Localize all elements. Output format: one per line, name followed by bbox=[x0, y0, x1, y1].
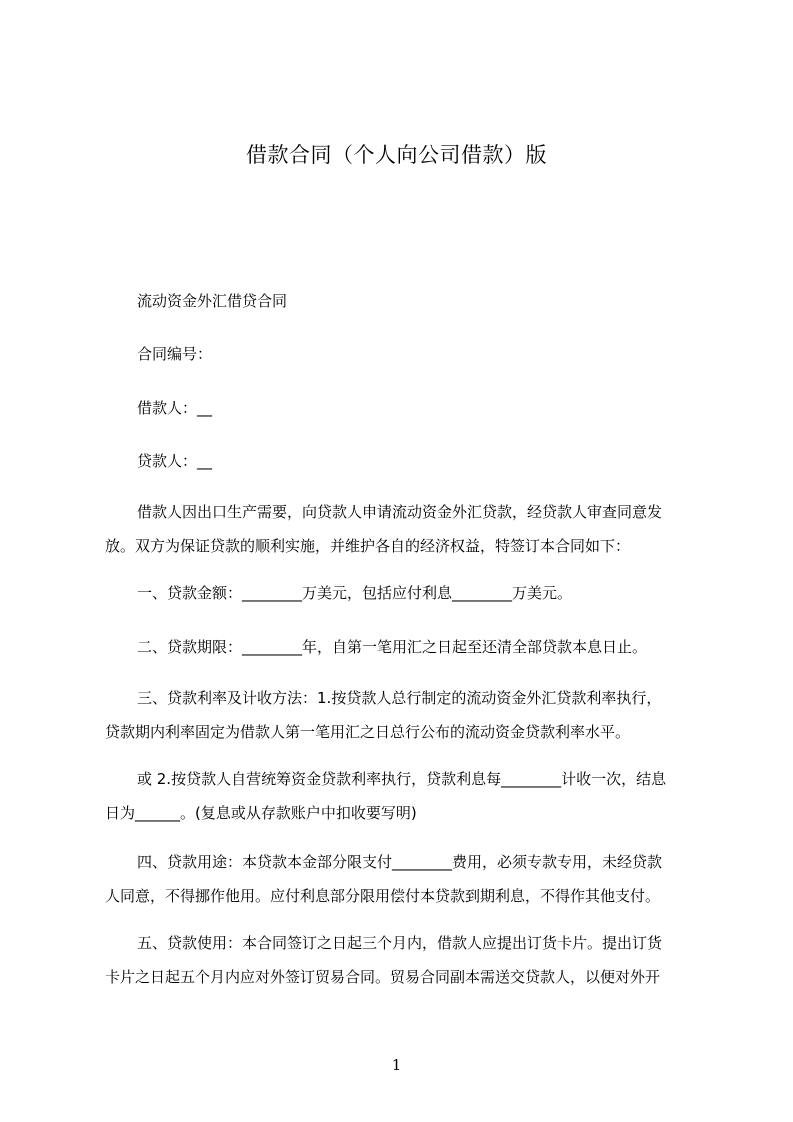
contract-number-field: 合同编号： bbox=[137, 345, 213, 363]
clause-5-line-2: 卡片之日起五个月内应对外签订贸易合同。贸易合同副本需送交贷款人，以便对外开 bbox=[105, 968, 661, 986]
lender-field: 贷款人：__ bbox=[137, 452, 213, 470]
document-title: 借款合同（个人向公司借款）版 bbox=[246, 143, 547, 167]
clause-3-option-2 bbox=[105, 762, 701, 830]
clause-4-loan-purpose bbox=[105, 845, 701, 913]
clause-1-loan-amount: 一、贷款金额：________万美元，包括应付利息________万美元。 bbox=[137, 584, 573, 602]
intro-paragraph bbox=[105, 495, 701, 563]
clause-3b-line-1: 或 2.按贷款人自营统筹资金贷款利率执行，贷款利息每________计收一次，结息 bbox=[137, 770, 667, 788]
clause-2-loan-term: 二、贷款期限：________年，自第一笔用汇之日起至还清全部贷款本息日止。 bbox=[137, 638, 648, 656]
clause-3-interest-rate bbox=[105, 681, 701, 749]
clause-5-loan-usage bbox=[105, 926, 701, 994]
clause-3b-line-2: 日为______。(复息或从存款账户中扣收要写明) bbox=[105, 804, 417, 822]
clause-3-line-2: 贷款期内利率固定为借款人第一笔用汇之日总行公布的流动资金贷款利率水平。 bbox=[105, 723, 631, 741]
intro-line-2: 放。双方为保证贷款的顺利实施，并维护各自的经济权益，特签订本合同如下： bbox=[105, 537, 631, 555]
contract-subtitle: 流动资金外汇借贷合同 bbox=[137, 292, 288, 310]
intro-line-1: 借款人因出口生产需要，向贷款人申请流动资金外汇贷款，经贷款人审查同意发 bbox=[137, 503, 663, 521]
borrower-field: 借款人：__ bbox=[137, 399, 213, 417]
clause-3-line-1: 三、贷款利率及计收方法：1.按贷款人总行制定的流动资金外汇贷款利率执行， bbox=[137, 689, 662, 707]
clause-5-line-1: 五、贷款使用：本合同签订之日起三个月内，借款人应提出订货卡片。提出订货 bbox=[137, 934, 663, 952]
clause-4-line-1: 四、贷款用途：本贷款本金部分限支付________费用，必须专款专用，未经贷款 bbox=[137, 853, 663, 871]
clause-4-line-2: 人同意，不得挪作他用。应付利息部分限用偿付本贷款到期利息，不得作其他支付。 bbox=[105, 887, 661, 905]
page-number: 1 bbox=[391, 1056, 402, 1074]
